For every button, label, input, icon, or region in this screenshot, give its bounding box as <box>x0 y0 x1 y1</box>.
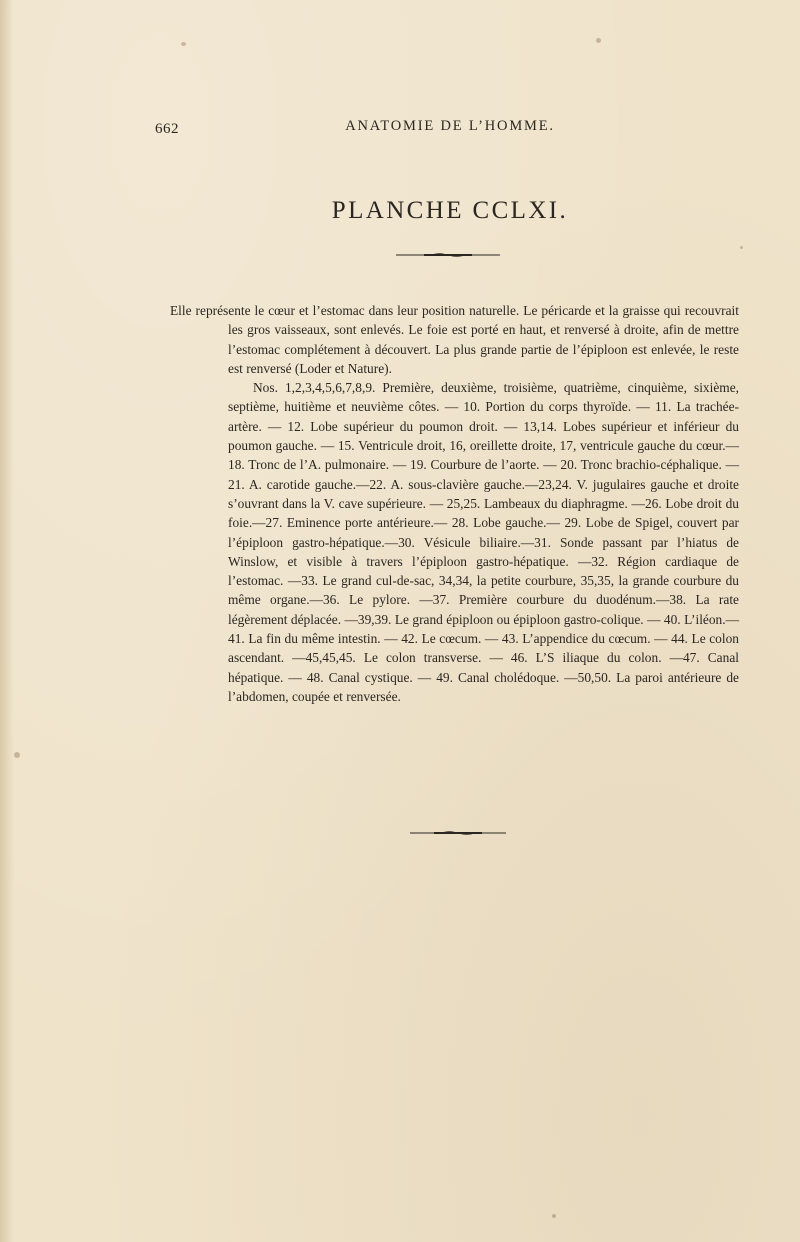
foxing-spot <box>552 1214 556 1218</box>
legend-paragraph: Nos. 1,2,3,4,5,6,7,8,9. Première, deuxième, troisième, quatrième, cinquième, sixième, septième, huitième et neuvième côtes. — 10. Portion du corps thyroïde. — 11. La trachée-artère. — 12. Lobe supérieur du poumon droit. — 13,14. Lobes supérieur et inférieur du poumon gauche. — 15. Ventricule droit, 16, oreillette droite, 17, ventricule gauche du cœur.—18. Tronc de l’A. pulmonaire. — 19. Courbure de l’aorte. — 20. Tronc brachio-céphalique. — 21. A. carotide gauche.—22. A. sous-clavière gauche.—23,24. V. jugulaires gauche et droite s’ouvrant dans la V. cave supérieure. — 25,25. Lambeaux du diaphragme. —26. Lobe droit du foie.—27. Eminence porte antérieure.— 28. Lobe gauche.— 29. Lobe de Spigel, couvert par l’épiploon gastro-hépatique.—30. Vésicule biliaire.—31. Sonde passant par l’hiatus de Winslow, et visible à travers l’épiploon gastro-hépatique. —32. Région cardiaque de l’estomac. —33. Le grand cul-de-sac, 34,34, la petite courbure, 35,35, la grande courbure du même organe.—36. Le pylore. —37. Première courbure du duodénum.—38. La rate légèrement déplacée. —39,39. Le grand épiploon ou épiploon gastro-colique. — 40. L’iléon.—41. La fin du même intestin. — 42. Le cœcum. — 43. L’appendice du cœcum. — 44. Le colon ascendant. —45,45,45. Le colon transverse. — 46. L’S iliaque du colon. —47. Canal hépatique. — 48. Canal cystique. — 49. Canal cholédoque. —50,50. La paroi antérieure de l’abdomen, coupée et renversée. <box>228 380 739 704</box>
ornamental-rule-top <box>396 251 500 259</box>
plate-title: PLANCHE CCLXI. <box>331 196 569 224</box>
page-gutter-shadow <box>0 0 14 1242</box>
foxing-spot <box>181 42 186 46</box>
ornamental-rule-bottom <box>410 829 506 837</box>
intro-paragraph: Elle représente le cœur et l’estomac dans leur position naturelle. Le péricarde et la graisse qui recouvrait les gros vaisseaux, sont enlevés. Le foie est porté en haut, et renversé à droite, afin de mettre l’estomac complétement à découvert. La plus grande partie de l’épiploon est enlevée, le reste est renversé (Loder et Nature). <box>170 303 739 376</box>
page-number: 662 <box>155 121 179 137</box>
foxing-spot <box>740 246 743 249</box>
foxing-spot <box>14 752 20 758</box>
running-head: ANATOMIE DE L’HOMME. <box>345 118 555 134</box>
foxing-spot <box>596 38 601 43</box>
plate-description <box>170 301 739 706</box>
